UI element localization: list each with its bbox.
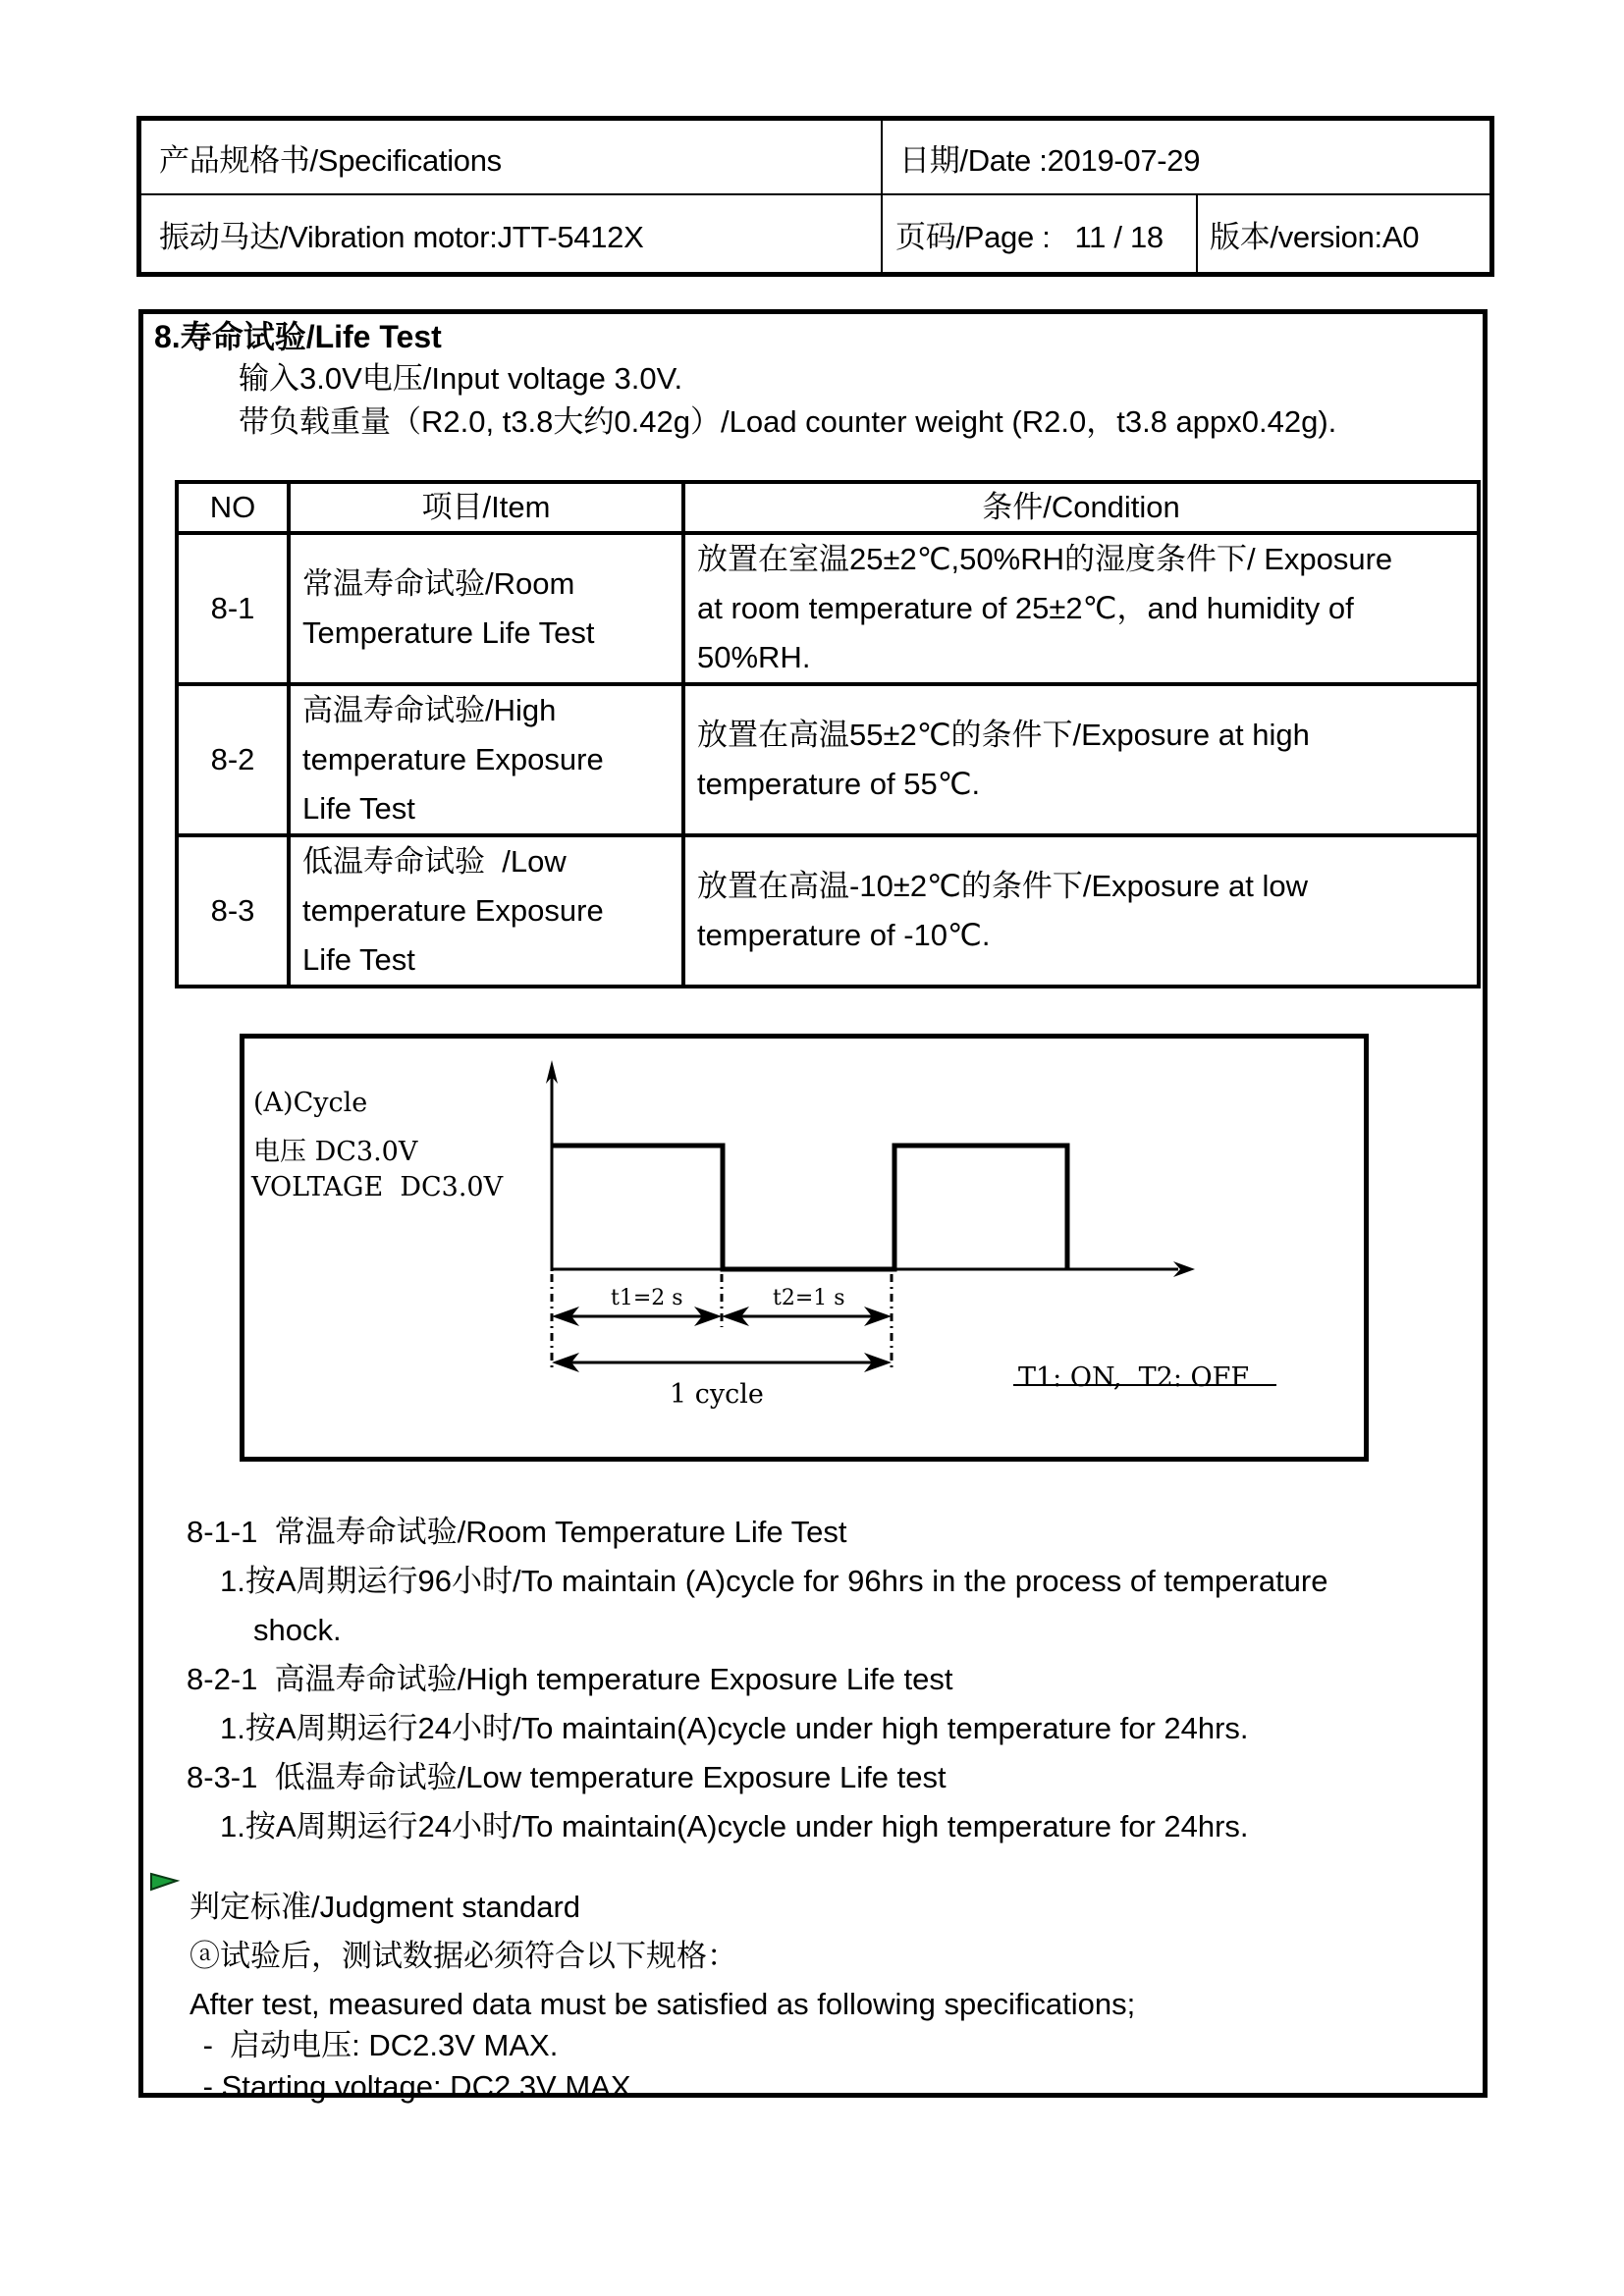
row-no: 8-2 <box>177 684 289 835</box>
item-line: Temperature Life Test <box>302 615 595 650</box>
voltage-cn-label: 电压 DC3.0V <box>253 1137 418 1167</box>
procedure-step: 1.按A周期运行24小时/To maintain(A)cycle under high temperature for 24hrs. <box>220 1809 1249 1843</box>
table-row <box>177 835 1479 987</box>
item-line: Life Test <box>302 791 415 826</box>
item-line: 低温寿命试验 /Low <box>302 844 567 879</box>
row-condition <box>683 684 1479 835</box>
cycle-label: (A)Cycle <box>253 1088 368 1118</box>
judgment-item: - Starting voltage: DC2.3V MAX. <box>194 2069 640 2104</box>
condition-line: 放置在高温55±2℃的条件下/Exposure at high <box>697 718 1310 752</box>
document-header <box>136 116 1494 277</box>
table-header-row <box>177 482 1479 533</box>
page-label: 页码/Page : 11 / 18 <box>895 219 1164 254</box>
section-title: 8.寿命试验/Life Test <box>154 319 442 354</box>
date-label: 日期/Date :2019-07-29 <box>899 142 1201 178</box>
spec-label: 产品规格书/Specifications <box>159 142 502 178</box>
procedure-step: 1.按A周期运行24小时/To maintain(A)cycle under high temperature for 24hrs. <box>220 1711 1249 1745</box>
condition-line: 50%RH. <box>697 640 811 674</box>
load-weight-text: 带负载重量（R2.0, t3.8大约0.42g）/Load counter weight (R2.0，t3.8 appx0.42g). <box>239 404 1337 439</box>
row-condition <box>683 835 1479 987</box>
t1-label: t1=2 s <box>611 1286 683 1310</box>
procedure-heading: 8-2-1 高温寿命试验/High temperature Exposure Life test <box>187 1662 953 1696</box>
condition-line: 放置在室温25±2℃,50%RH的湿度条件下/ Exposure <box>697 542 1393 576</box>
judgment-intro-en: After test, measured data must be satisfied as following specifications; <box>189 1987 1136 2021</box>
row-no: 8-1 <box>177 533 289 684</box>
input-voltage-text: 输入3.0V电压/Input voltage 3.0V. <box>239 361 683 396</box>
header-item: 项目/Item <box>289 482 683 533</box>
procedure-heading: 8-1-1 常温寿命试验/Room Temperature Life Test <box>187 1515 847 1549</box>
cycle-diagram <box>240 1034 1369 1462</box>
cycle-length-label: 1 cycle <box>670 1379 764 1410</box>
row-item <box>289 533 683 684</box>
row-item <box>289 835 683 987</box>
judgment-intro-cn: ⓐ试验后，测试数据必须符合以下规格： <box>189 1939 737 1973</box>
condition-line: 放置在高温-10±2℃的条件下/Exposure at low <box>697 869 1309 903</box>
condition-line: temperature of 55℃. <box>697 767 981 801</box>
version-label: 版本/version:A0 <box>1210 219 1420 254</box>
condition-line: at room temperature of 25±2℃，and humidity of <box>697 591 1354 625</box>
condition-line: temperature of -10℃. <box>697 918 991 952</box>
life-test-table <box>175 480 1481 988</box>
bullet-triangle-icon <box>149 1872 181 1894</box>
procedure-step: 1.按A周期运行96小时/To maintain (A)cycle for 96hrs in the process of temperature <box>220 1564 1328 1598</box>
procedure-step: shock. <box>253 1613 342 1647</box>
header-condition: 条件/Condition <box>683 482 1479 533</box>
header-no: NO <box>177 482 289 533</box>
row-no: 8-3 <box>177 835 289 987</box>
table-row <box>177 684 1479 835</box>
row-item <box>289 684 683 835</box>
judgment-item: - 启动电压: DC2.3V MAX. <box>194 2028 559 2062</box>
item-line: Life Test <box>302 942 415 977</box>
product-label: 振动马达/Vibration motor:JTT-5412X <box>159 219 644 254</box>
on-off-legend: T1: ON, T2: OFF <box>1018 1362 1250 1393</box>
item-line: 高温寿命试验/High <box>302 693 557 727</box>
waveform-chart <box>244 1039 1364 1457</box>
item-line: 常温寿命试验/Room <box>302 566 575 601</box>
judgment-title: 判定标准/Judgment standard <box>189 1890 581 1924</box>
table-row <box>177 533 1479 684</box>
item-line: temperature Exposure <box>302 893 604 928</box>
procedure-heading: 8-3-1 低温寿命试验/Low temperature Exposure Life test <box>187 1760 947 1794</box>
item-line: temperature Exposure <box>302 742 604 776</box>
t2-label: t2=1 s <box>773 1286 845 1310</box>
row-condition <box>683 533 1479 684</box>
voltage-en-label: VOLTAGE DC3.0V <box>251 1172 504 1202</box>
